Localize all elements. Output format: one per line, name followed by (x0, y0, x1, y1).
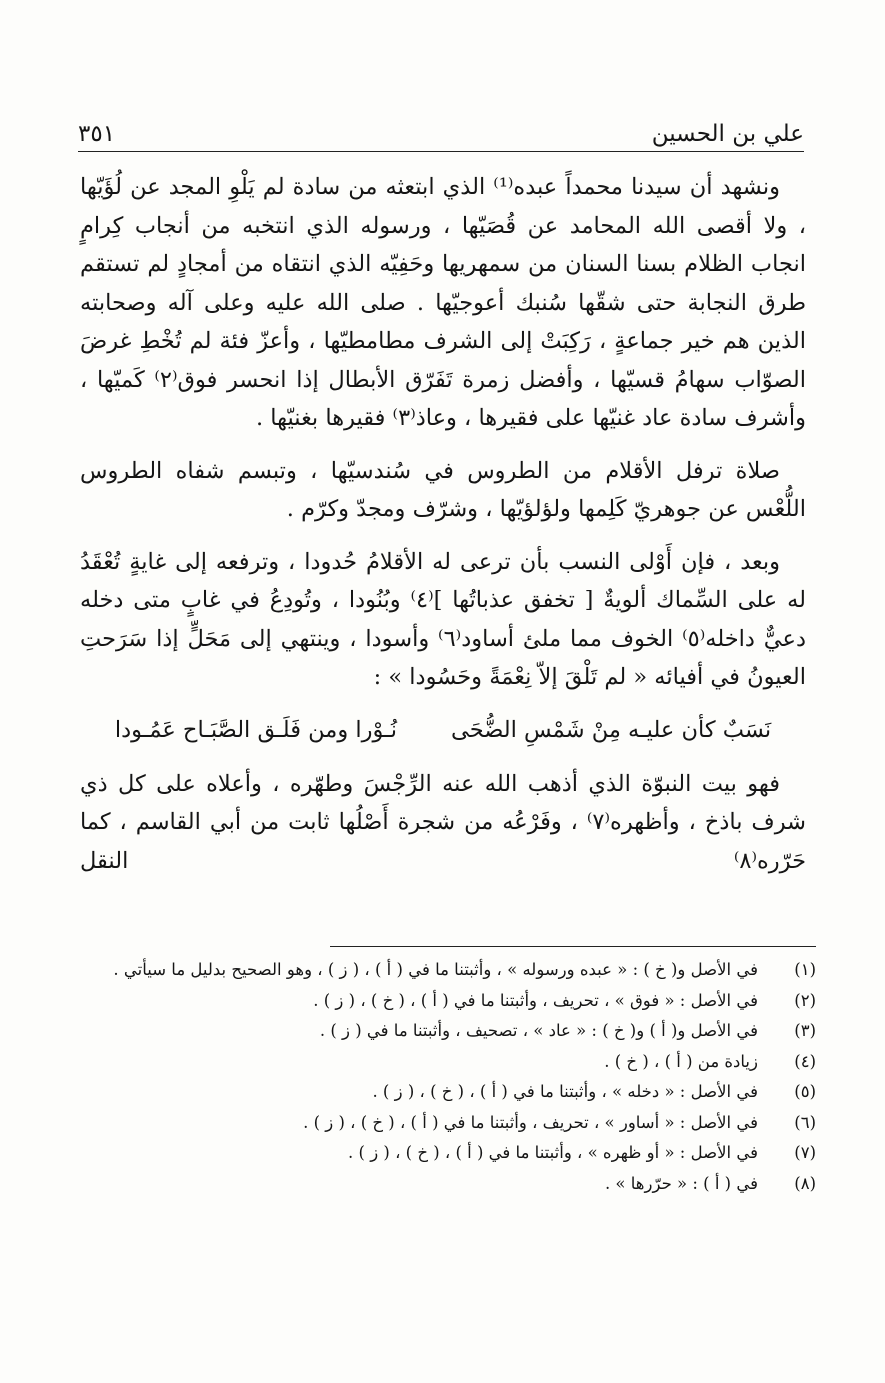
poetry-verse (80, 711, 806, 749)
footnotes (113, 955, 820, 1199)
paragraph-2: صلاة ترفل الأقلام من الطروس في سُندسيّها ، وتبسم شفاه الطروس اللُّعْس عن جوهريّ كَلِمها ولؤلؤيّها ، وشرّف ومجدّ وكرّم . (80, 457, 806, 522)
footnote (120, 1138, 820, 1169)
footnote-separator (330, 946, 816, 947)
main-text (80, 168, 806, 880)
verse-hemistich-2: نُـوْرا ومن فَلَـق الصَّبَـاح عَمُـودا (114, 716, 397, 743)
paragraph-3: وبعد ، فإن أَوْلى النسب بأن ترعى له الأقلامُ حُدودا ، وترفعه إلى غايةٍ تُعْقَدُ له على السِّماك ألويةٌ [ تخفق عذباتُها ]⁽٤⁾ وبُنُودا ، وتُودِعُ في غابٍ متى دخله دعيٌّ داخله⁽٥⁾ الخوف مما ملئ أساود⁽٦⁾ وأسودا ، وينتهي إلى مَحَلٍّ إذا سَرَحتِ العيونُ في أفيائه « لم تَلْقَ إلاّ نِعْمَةً وحَسُودا » : (80, 548, 806, 690)
footnote-number: (٦) (794, 1112, 816, 1132)
footnote-text: زيادة من ( أ ) ، ( خ ) . (604, 1051, 758, 1071)
footnote-text: في ( أ ) : « حرّرها » . (604, 1173, 758, 1193)
footnote-number: (٧) (794, 1143, 816, 1162)
page-number: ٣٥١ (78, 121, 116, 147)
footnote-text: في الأصل : « أو ظهره » ، وأثبتنا ما في ( أ ) ، ( خ ) ، ( ز ) . (348, 1143, 758, 1162)
footnote-number: (٨) (794, 1173, 816, 1193)
footnote-number: (١) (794, 960, 816, 979)
page-header (78, 115, 804, 152)
footnote (120, 1169, 820, 1200)
footnote (120, 1016, 820, 1047)
footnote (120, 1108, 820, 1139)
footnote-number: (٣) (794, 1021, 816, 1040)
footnote-text: في الأصل : « دخله » ، وأثبتنا ما في ( أ ) ، ( خ ) ، ( ز ) . (372, 1082, 758, 1101)
paragraph-1: ونشهد أن سيدنا محمداً عبده⁽¹⁾ الذي ابتعثه من سادة لم يَلْوِ المجد عن لُؤَيّها ، ولا أقصى الله المحامد عن قُصَيّها ، ورسوله الذي انتخبه من أنجاب كِرامٍ انجاب الظلام بسنا السنان من سمهريها وحَفِيّه الذي انتقاه من أمجادٍ لم تستقم طرق النجابة حتى شقّها سُنبك أعوجيّها . صلى الله عليه وعلى آله وصحابته الذين هم خير جماعةٍ ، رَكِبَتْ إلى الشرف مطامطيّها ، وأعزّ فئة لم تُخْطِ غرضَ الصوّاب سهامُ قسيّها ، وأفضل زمرة تَفَرّق الأبطال إذا انحسر فوق⁽٢⁾ كَميّها ، وأشرف سادة عاد غنيّها على فقيرها ، وعاذ⁽٣⁾ فقيرها بغنيّها . (80, 174, 806, 431)
footnote (120, 1077, 820, 1108)
paragraph-4: فهو بيت النبوّة الذي أذهب الله عنه الرِّجْسَ وطهّره ، وأعلاه على كل ذي شرف باذخ ، وأظهره⁽٧⁾ ، وفَرْعُه من شجرة أَصْلُها ثابت من أبي القاسم ، كما حَرّره⁽٨⁾ النقل (80, 770, 806, 874)
footnote-number: (٥) (794, 1082, 816, 1101)
running-title: علي بن الحسين (651, 121, 804, 147)
footnote (113, 955, 820, 986)
footnote-number: (٢) (794, 990, 816, 1010)
footnote-number: (٤) (794, 1051, 816, 1071)
footnote-text: في الأصل : « أساور » ، تحريف ، وأثبتنا ما في ( أ ) ، ( خ ) ، ( ز ) . (303, 1112, 758, 1132)
footnote (120, 986, 820, 1017)
footnote-text: في الأصل : « فوق » ، تحريف ، وأثبتنا ما في ( أ ) ، ( خ ) ، ( ز ) . (313, 990, 758, 1010)
footnote-text: في الأصل و( خ ) : « عبده ورسوله » ، وأثبتنا ما في ( أ ) ، ( ز ) ، وهو الصحيح بدليل ما سيأتي . (113, 960, 758, 979)
footnote (120, 1047, 820, 1078)
footnote-text: في الأصل و( أ ) و( خ ) : « عاد » ، تصحيف ، وأثبتنا ما في ( ز ) . (319, 1021, 758, 1040)
verse-hemistich-1: نَسَبٌ كأن عليـه مِنْ شَمْسِ الضُّحَى (450, 716, 772, 743)
